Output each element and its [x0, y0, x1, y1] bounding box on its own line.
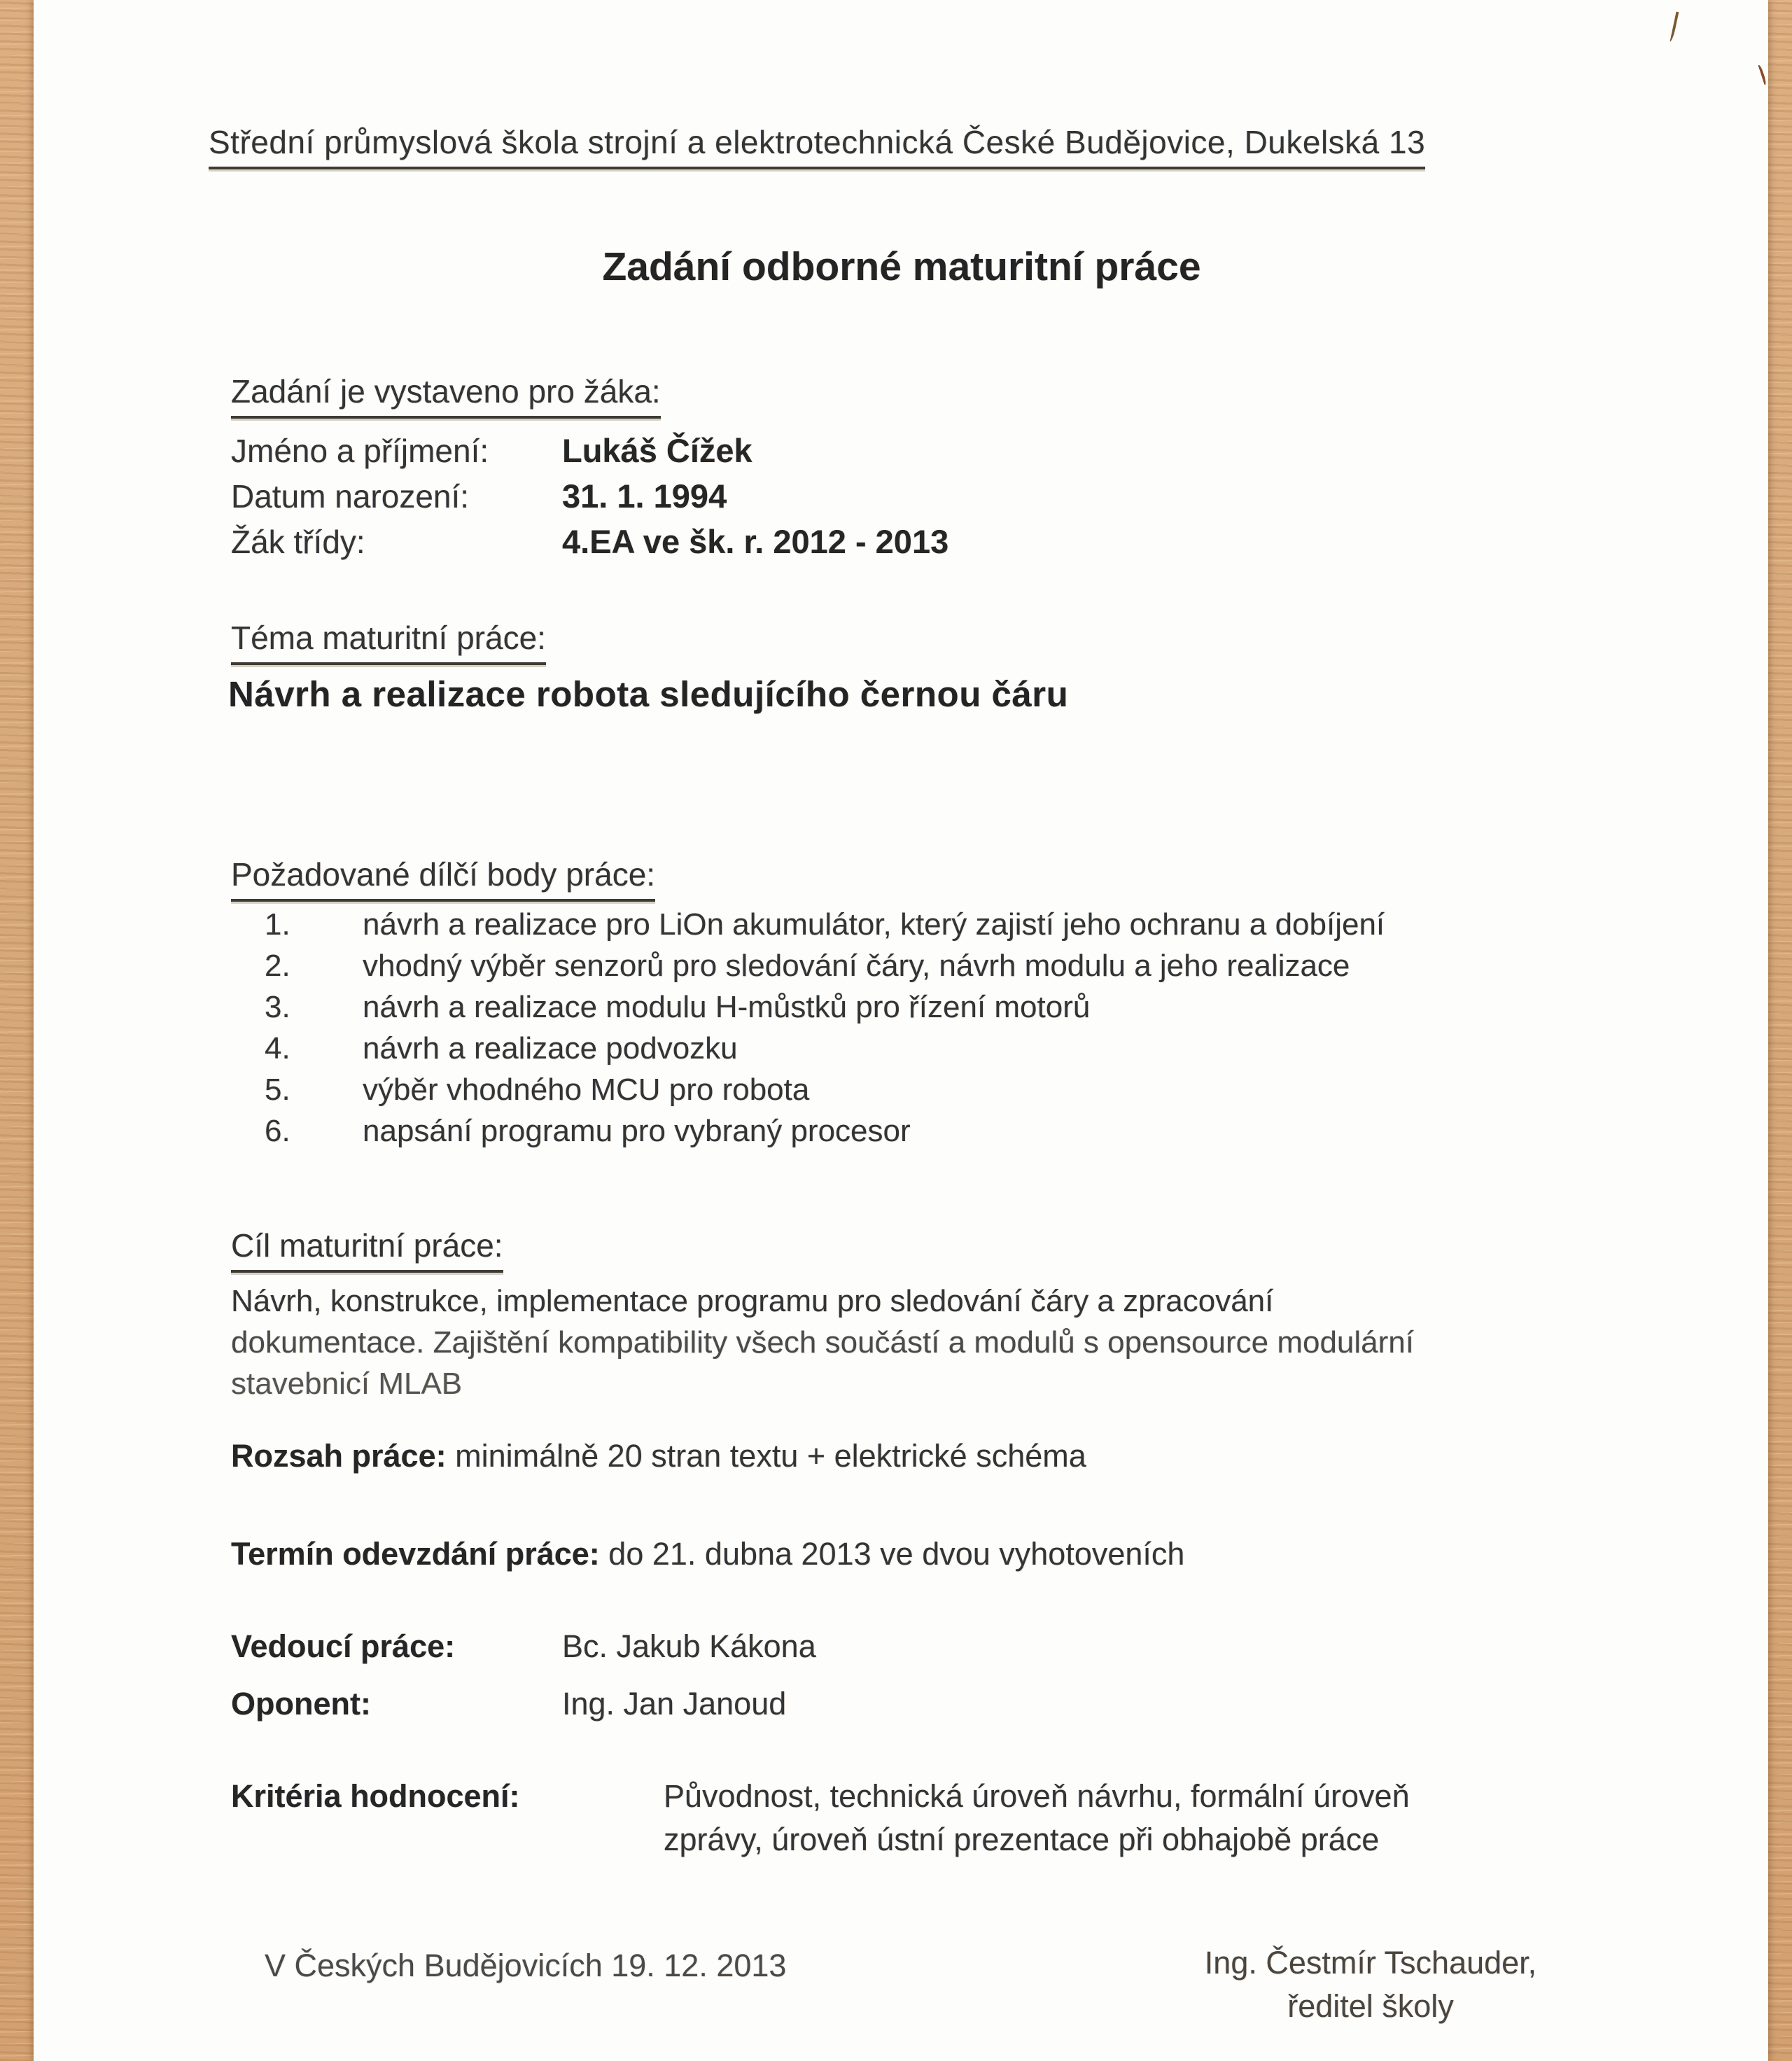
requirement-item: 2. vhodný výběr senzorů pro sledování čáry, návrh modulu a jeho realizace [265, 949, 1350, 983]
goal-line: dokumentace. Zajištění kompatibility všech součástí a modulů s opensource modulární [231, 1325, 1414, 1360]
document-title: Zadání odborné maturitní práce [602, 244, 1201, 289]
criteria-field [231, 1778, 1410, 1865]
requirements-list [265, 907, 1385, 1155]
field-name-value: Lukáš Čížek [562, 432, 752, 469]
opponent-field [231, 1686, 786, 1722]
school-header [209, 123, 1425, 169]
place-and-date: V Českých Budějovicích 19. 12. 2013 [265, 1948, 787, 1983]
field-birthdate-value: 31. 1. 1994 [562, 477, 727, 515]
supervisor-field [231, 1628, 816, 1665]
topic-section-heading: Téma maturitní práce: [231, 619, 546, 665]
supervisor-value: Bc. Jakub Kákona [562, 1628, 816, 1664]
field-birthdate [231, 477, 948, 522]
signature-role: ředitel školy [1287, 1988, 1454, 2024]
supervisor-label: Vedoucí práce: [231, 1628, 456, 1664]
student-section-heading: Zadání je vystaveno pro žáka: [231, 372, 661, 419]
opponent-label: Oponent: [231, 1686, 371, 1721]
deadline-value: do 21. dubna 2013 ve dvou vyhotoveních [599, 1536, 1185, 1572]
signature-block [1161, 1945, 1581, 2032]
opponent-value: Ing. Jan Janoud [562, 1686, 787, 1721]
requirement-item: 6. napsání programu pro vybraný procesor [265, 1114, 911, 1148]
goal-line: Návrh, konstrukce, implementace programu pro sledování čáry a zpracování [231, 1284, 1274, 1318]
requirement-item: 5. výběr vhodného MCU pro robota [265, 1073, 810, 1107]
goal-line: stavebnicí MLAB [231, 1367, 463, 1401]
requirements-section-heading: Požadované dílčí body práce: [231, 855, 655, 902]
requirement-item: 1. návrh a realizace pro LiOn akumulátor, který zajistí jeho ochranu a dobíjení [265, 907, 1385, 942]
requirement-item: 4. návrh a realizace podvozku [265, 1031, 738, 1066]
school-header-text: Střední průmyslová škola strojní a elektrotechnická České Budějovice, Dukelská 13 [209, 123, 1425, 169]
scan-stray-mark [1667, 11, 1679, 43]
deadline-field [231, 1536, 1184, 1572]
goal-section-heading: Cíl maturitní práce: [231, 1227, 503, 1273]
deadline-label: Termín odevzdání práce: [231, 1536, 600, 1572]
scope-value: minimálně 20 stran textu + elektrické schéma [446, 1438, 1086, 1474]
student-fields [231, 431, 948, 568]
field-name [231, 431, 948, 477]
requirement-item: 3. návrh a realizace modulu H-můstků pro řízení motorů [265, 990, 1091, 1024]
thesis-topic-title: Návrh a realizace robota sledujícího černou čáru [228, 674, 1069, 714]
criteria-label: Kritéria hodnocení: [231, 1778, 520, 1814]
scope-label: Rozsah práce: [231, 1438, 447, 1474]
field-class [231, 522, 948, 568]
goal-paragraph [231, 1284, 1666, 1408]
scan-stray-mark [1757, 64, 1768, 85]
signature-name: Ing. Čestmír Tschauder, [1204, 1945, 1537, 1980]
scope-field [231, 1438, 1086, 1474]
field-birthdate-label: Datum narození: [231, 478, 470, 515]
field-name-label: Jméno a příjmení: [231, 433, 489, 469]
scanned-document-page [34, 0, 1768, 2061]
criteria-line: zprávy, úroveň ústní prezentace při obhajobě práce [664, 1822, 1380, 1857]
field-class-label: Žák třídy: [231, 524, 365, 560]
criteria-value [664, 1778, 1410, 1865]
field-class-value: 4.EA ve šk. r. 2012 - 2013 [562, 523, 949, 560]
criteria-line: Původnost, technická úroveň návrhu, formální úroveň [664, 1778, 1410, 1814]
